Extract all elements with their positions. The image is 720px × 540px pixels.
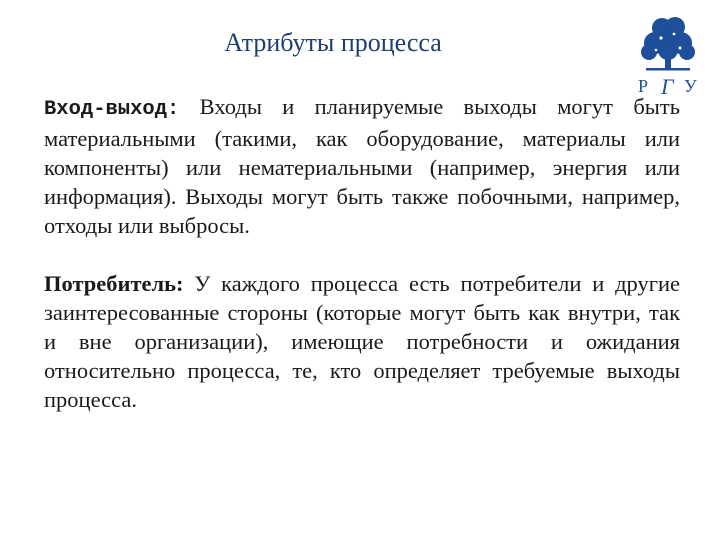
term-input-output: Вход-выход: [44, 98, 180, 121]
logo-letter-g: Г [661, 74, 674, 98]
logo-letter-u: У [684, 76, 697, 96]
paragraph-input-output [44, 92, 680, 240]
paragraph-consumer [44, 269, 680, 414]
slide-title: Атрибуты процесса [224, 28, 442, 57]
slide-content [44, 92, 680, 414]
university-logo [628, 10, 708, 98]
paragraph-consumer-text: У каждого процесса есть потребители и другие заинтересованные стороны (которые могут быть как внутри, так и вне организации), имеющие потребности и ожидания относительно процесса, те, кто определяет требуемые выходы процесса. [44, 271, 680, 412]
tree-icon [641, 17, 695, 71]
term-consumer: Потребитель: [44, 271, 184, 296]
logo-letter-r: Р [638, 76, 649, 96]
paragraph-input-output-text: Входы и планируемые выходы могут быть материальными (такими, как оборудование, материалы или компоненты) или нематериальными (например, энергия или информация). Выходы могут быть также побочными, например, отходы или выбросы. [44, 94, 680, 238]
